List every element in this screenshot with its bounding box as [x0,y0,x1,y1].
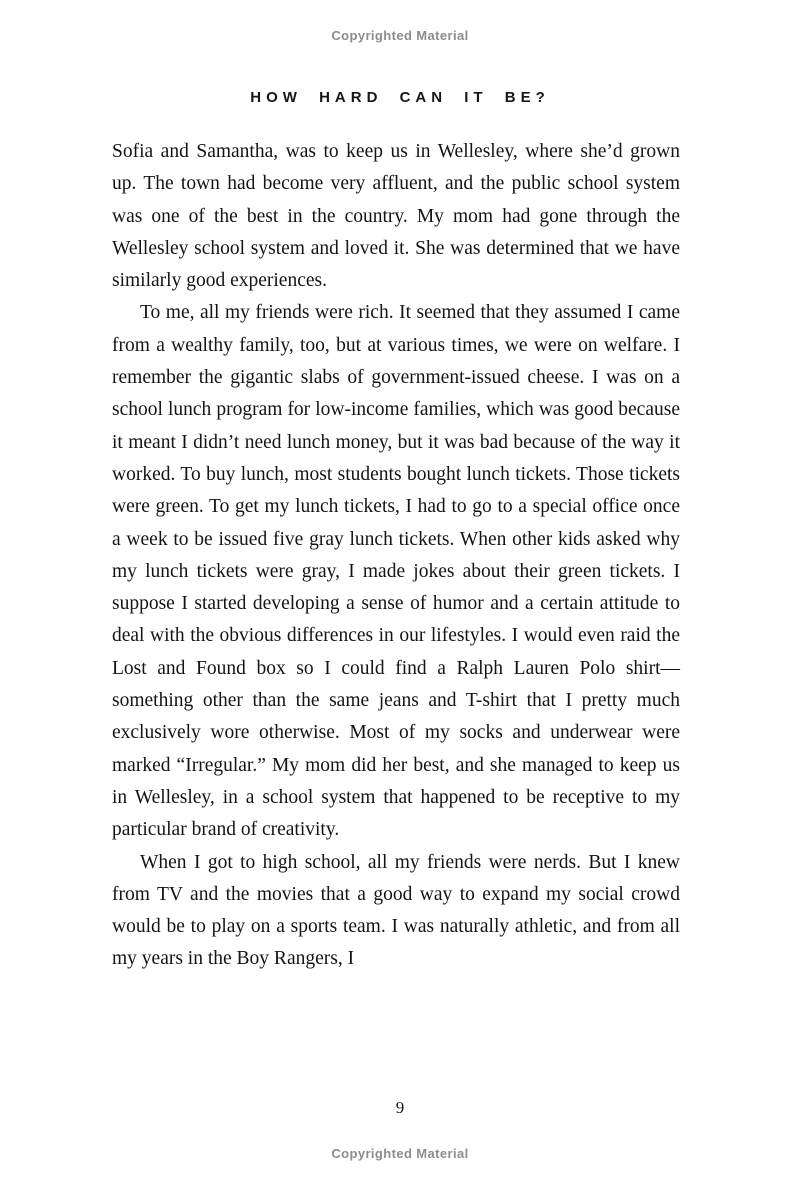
paragraph: When I got to high school, all my friends were nerds. But I knew from TV and the movies that a good way to expand my social crowd would be to play on a sports team. I was naturally athletic, and from all my years in the Boy Rangers, I [112,851,680,970]
body-text [112,136,680,976]
paragraph: Sofia and Samantha, was to keep us in Wellesley, where she’d grown up. The town had become very affluent, and the public school system was one of the best in the country. My mom had gone through the Wellesley school system and loved it. She was determined that we have similarly good experiences. [112,141,680,292]
running-head: HOW HARD CAN IT BE? [250,89,550,106]
paragraph: To me, all my friends were rich. It seemed that they assumed I came from a wealthy family, too, but at various times, we were on welfare. I remember the gigantic slabs of government-issued cheese. I was on a school lunch program for low-income families, which was good because it meant I didn’t need lunch money, but it was bad because of the way it worked. To buy lunch, most students bought lunch tickets. Those tickets were green. To get my lunch tickets, I had to go to a special office once a week to be issued five gray lunch tickets. When other kids asked why my lunch tickets were gray, I made jokes about their green tickets. I suppose I started developing a sense of humor and a certain attitude to deal with the obvious differences in our lifestyles. I would even raid the Lost and Found box so I could find a Ralph Lauren Polo shirt—something other than the same jeans and T-shirt that I pretty much exclusively wore otherwise. Most of my socks and underwear were marked “Irregular.” My mom did her best, and she managed to keep us in Wellesley, in a school system that happened to be receptive to my particular brand of creativity. [112,302,680,841]
page-number: 9 [395,1098,405,1117]
copyright-notice-top: Copyrighted Material [331,28,469,43]
copyright-notice-bottom: Copyrighted Material [331,1146,469,1161]
